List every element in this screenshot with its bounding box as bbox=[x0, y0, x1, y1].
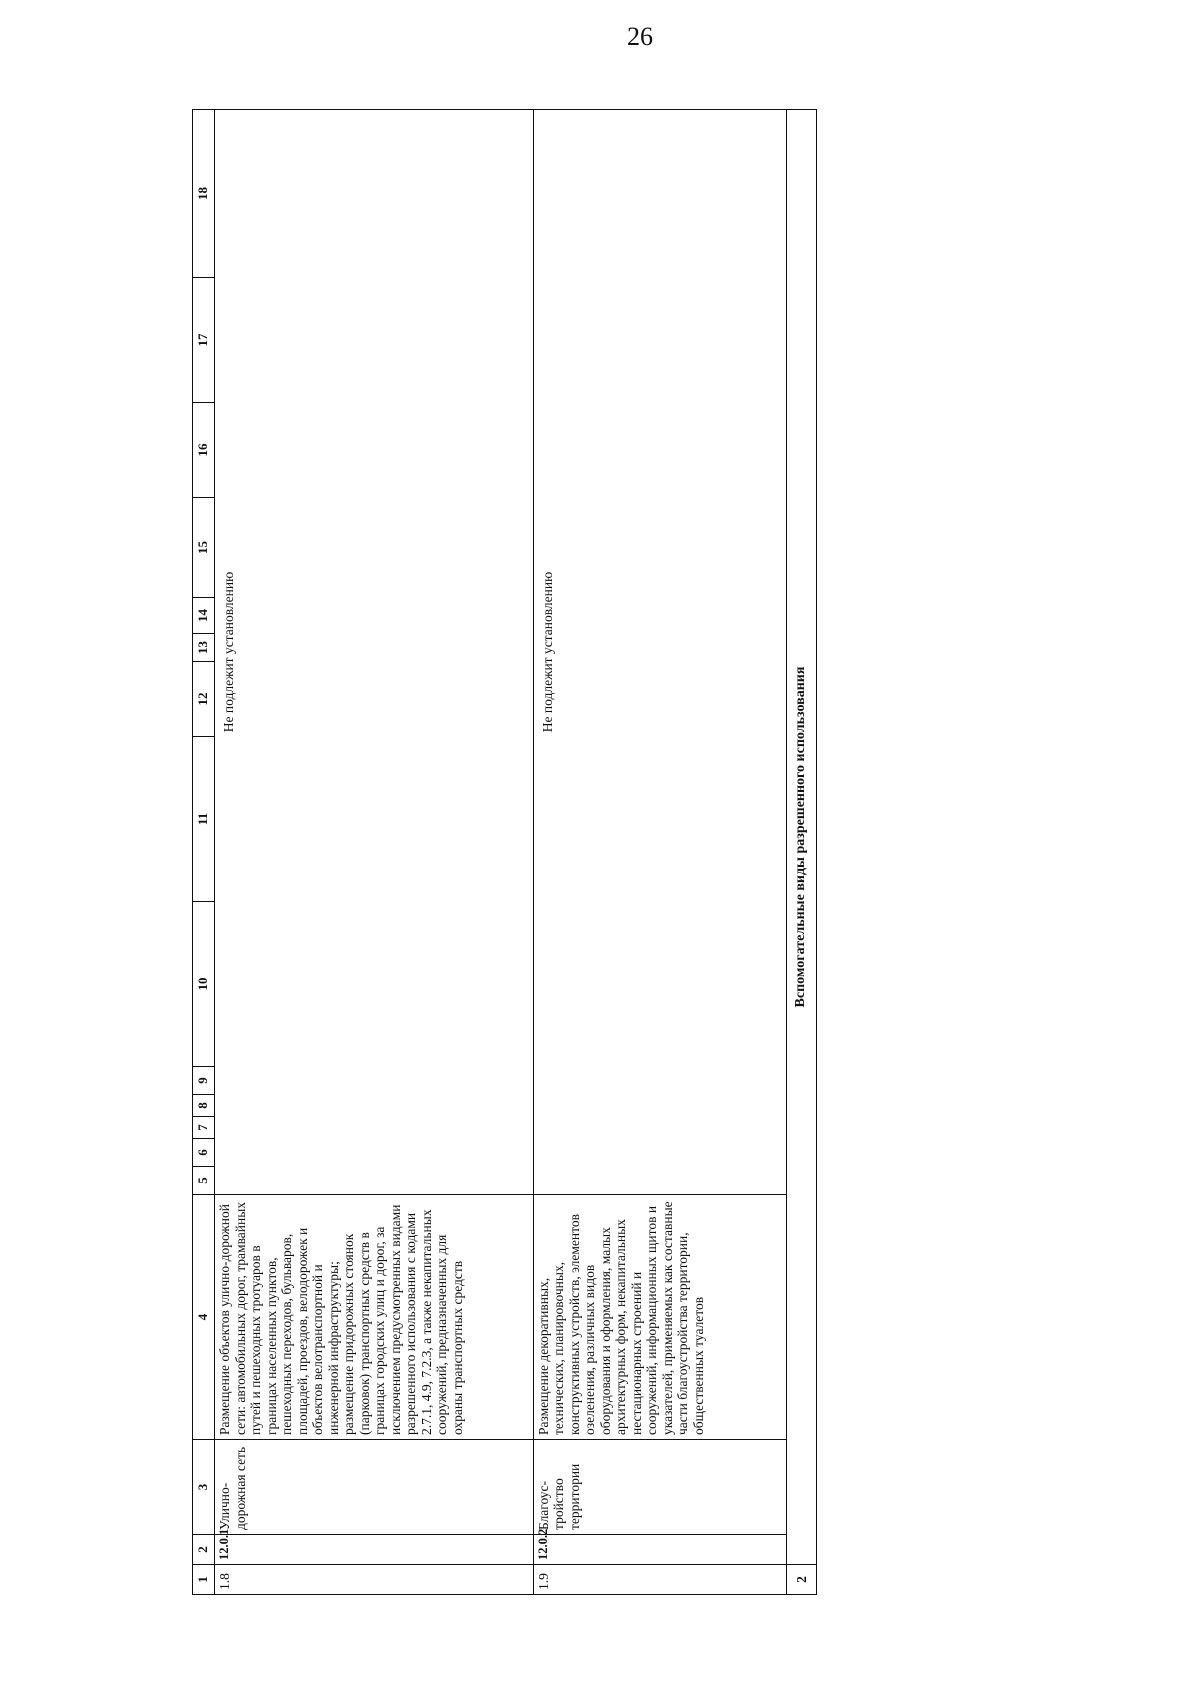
header-cell: 3 bbox=[193, 1440, 215, 1535]
header-cell: 12 bbox=[193, 662, 215, 737]
header-cell: 18 bbox=[193, 110, 215, 278]
land-use-table bbox=[192, 109, 817, 1595]
header-cell: 14 bbox=[193, 598, 215, 634]
row-name: Улично-дорожная сеть bbox=[215, 1440, 534, 1535]
section-title: Вспомогательные виды разрешенного использования bbox=[786, 110, 816, 1565]
header-cell: 4 bbox=[193, 1195, 215, 1440]
section-number: 2 bbox=[786, 1565, 816, 1595]
rotated-table-wrapper bbox=[192, 110, 817, 1595]
row-name: Благоус-тройство территории bbox=[533, 1440, 786, 1535]
header-cell: 8 bbox=[193, 1095, 215, 1117]
section-row bbox=[786, 110, 816, 1595]
row-number: 1.8 bbox=[215, 1565, 534, 1595]
row-note: Не подлежит установлению bbox=[533, 110, 786, 1195]
header-cell: 13 bbox=[193, 634, 215, 662]
row-code: 12.0.1 bbox=[215, 1535, 534, 1565]
header-cell: 9 bbox=[193, 1067, 215, 1095]
header-cell: 5 bbox=[193, 1167, 215, 1195]
header-cell: 10 bbox=[193, 902, 215, 1067]
header-row bbox=[193, 110, 215, 1595]
row-number: 1.9 bbox=[533, 1565, 786, 1595]
header-cell: 11 bbox=[193, 737, 215, 902]
row-code: 12.0.2 bbox=[533, 1535, 786, 1565]
header-cell: 7 bbox=[193, 1117, 215, 1139]
header-cell: 16 bbox=[193, 403, 215, 498]
header-cell: 2 bbox=[193, 1535, 215, 1565]
table-row bbox=[215, 110, 534, 1595]
row-description: Размещение декоративных, технических, планировочных, конструктивных устройств, элементов озеленения, различных видов оборудования и оформления, малых архитектурных форм, некапитальных нестационарных строений и сооружений, информационных щитов и указателей, применяемых как составные части благоустройства территории, общественных туалетов bbox=[533, 1195, 786, 1440]
page-number: 26 bbox=[627, 22, 653, 51]
header-cell: 1 bbox=[193, 1565, 215, 1595]
header-cell: 17 bbox=[193, 278, 215, 403]
row-note: Не подлежит установлению bbox=[215, 110, 534, 1195]
header-cell: 6 bbox=[193, 1139, 215, 1167]
header-cell: 15 bbox=[193, 498, 215, 598]
table-row bbox=[533, 110, 786, 1595]
row-description: Размещение объектов улично-дорожной сети: автомобильных дорог, трамвайных путей и пешеходных тротуаров в границах населенных пунктов, пешеходных переходов, бульваров, площадей, проездов, велодорожек и объектов велотранспортной и инженерной инфраструктуры; размещение придорожных стоянок (парковок) транспортных средств в границах городских улиц и дорог, за исключением предусмотренных видами разрешенного использования с кодами 2.7.1, 4.9, 7.2.3, а также некапитальных сооружений, предназначенных для охраны транспортных средств bbox=[215, 1195, 534, 1440]
